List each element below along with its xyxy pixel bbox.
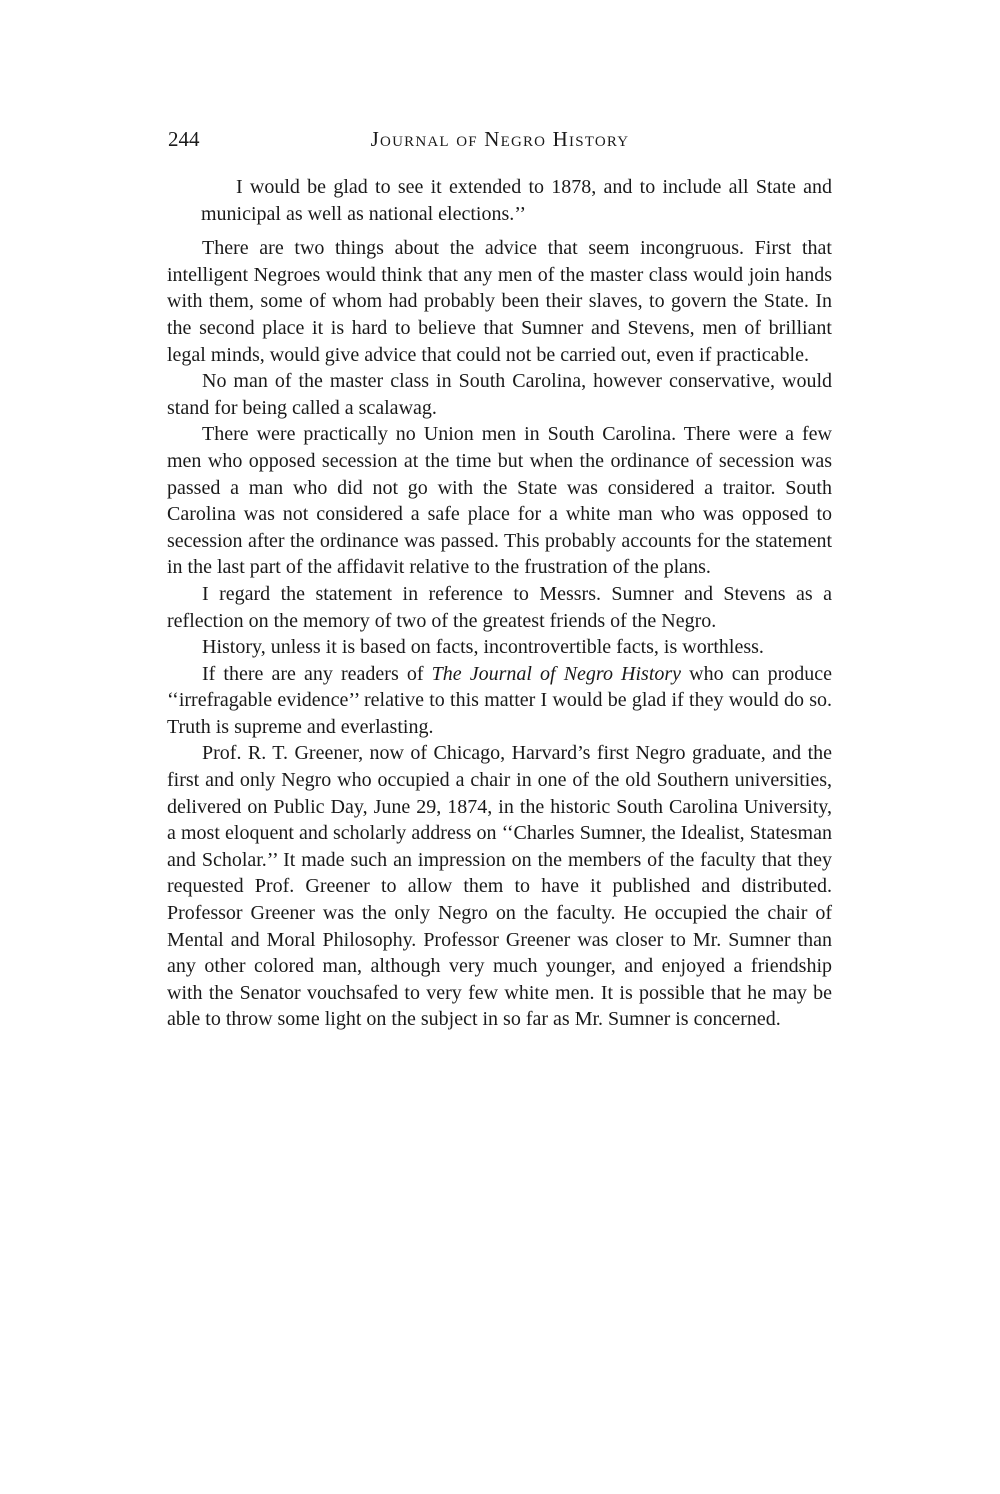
appeal-text-start: If there are any readers of: [202, 662, 432, 685]
paragraph-history-facts: History, unless it is based on facts, incontrovertible facts, is worthless.: [202, 636, 764, 659]
paragraph-readers-appeal: [167, 661, 832, 741]
paragraph-master-class: No man of the master class in South Carolina, however conservative, would stand for being called a scalawag.: [167, 370, 832, 419]
journal-name-italic: The Journal of Negro History: [431, 662, 682, 685]
appeal-text-end: who can produce ‘‘irrefragable evidence’’ relative to this matter I would be glad if they would do so. Truth is supreme and everlasting.: [167, 662, 832, 738]
paragraph-sumner-stevens: I regard the statement in reference to Messrs. Sumner and Stevens as a reflection on the memory of two of the greatest friends of the Negro.: [167, 582, 832, 632]
paragraph-incongruous-advice: There are two things about the advice that seem incongruous. First that intelligent Negroes would think that any men of the master class would join hands with them, some of whom had probably been their slaves, to govern the State. In the second place it is hard to believe that Sumner and Stevens, men of brilliant legal minds, would give advice that could not be carried out, even if practicable.: [167, 237, 832, 366]
page-number: 244: [168, 127, 200, 151]
quote-text: I would be glad to see it extended to 1878, and to include all State and municipal as well as national elections.’’: [201, 176, 832, 225]
running-head: [168, 124, 832, 154]
paragraph-greener: Prof. R. T. Greener, now of Chicago, Harvard’s first Negro graduate, and the first and only Negro who occupied a chair in one of the old Southern universities, delivered on Public Day, June 29, 1874, in the historic South Carolina University, a most eloquent and scholarly address on ‘‘Charles Sumner, the Idealist, Statesman and Scholar.’’ It made such an impression on the members of the faculty that they requested Prof. Greener to allow them to have it published and distributed. Professor Greener was the only Negro on the faculty. He occupied the chair of Mental and Moral Philosophy. Professor Greener was closer to Mr. Sumner than any other colored man, although very much younger, and enjoyed a friendship with the Senator vouchsafed to very few white men. It is possible that he may be able to throw some light on the subject in so far as Mr. Sumner is concerned.: [167, 742, 832, 1031]
block-quote: [167, 174, 832, 227]
paragraph-union-men: There were practically no Union men in South Carolina. There were a few men who opposed secession at the time but when the ordinance of secession was passed a man who did not go with the State was considered a traitor. South Carolina was not considered a safe place for a white man who was opposed to secession after the ordinance was passed. This probably accounts for the statement in the last part of the affidavit relative to the frustration of the plans.: [167, 423, 832, 579]
journal-title: Journal of Negro History: [370, 127, 630, 151]
article-body: [167, 174, 832, 1033]
